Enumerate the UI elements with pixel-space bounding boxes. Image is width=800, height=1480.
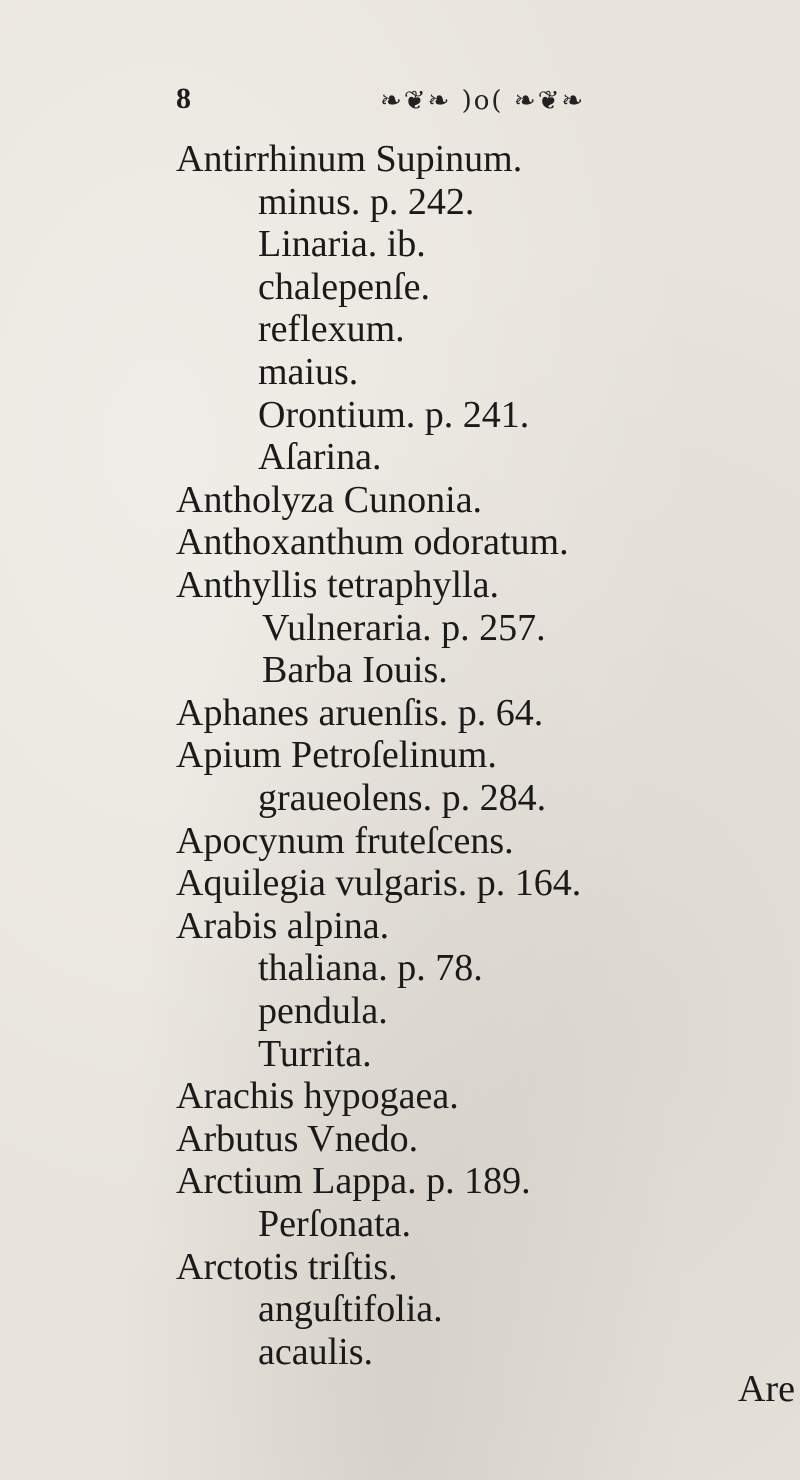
genus-entry: Arctotis triſtis. (176, 1245, 398, 1288)
species-entry: Perſonata. (258, 1203, 412, 1245)
genus-entry: Anthoxanthum odoratum. (176, 521, 569, 564)
genus-entry: Apium Petroſelinum. (176, 734, 497, 777)
genus-entry: Arachis hypogaea. (176, 1075, 459, 1118)
genus-entry: Apocynum fruteſcens. (176, 819, 514, 862)
species-entry: thaliana. p. 78. (258, 947, 483, 990)
genus-entry: Antholyza Cunonia. (176, 478, 483, 521)
species-entry: Barba Iouis. (262, 649, 448, 692)
genus-entry: Arabis alpina. (176, 904, 390, 947)
genus-entry: Aphanes aruenſis. p. 64. (176, 691, 544, 734)
species-entry: pendula. (258, 990, 388, 1032)
species-entry: Aſarina. (258, 436, 382, 479)
catchword: Are (738, 1368, 795, 1410)
page-number: 8 (176, 82, 191, 115)
page-header (0, 82, 800, 122)
species-entry: maius. (258, 351, 359, 393)
genus-entry: Arbutus Vnedo. (176, 1117, 419, 1160)
species-entry: graueolens. p. 284. (258, 777, 547, 819)
genus-entry: Antirrhinum Supinum. (176, 138, 523, 180)
species-entry: minus. p. 242. (258, 180, 475, 223)
species-entry: reflexum. (258, 308, 405, 351)
species-entry: Turrita. (258, 1032, 372, 1075)
genus-entry: Anthyllis tetraphylla. (176, 564, 499, 606)
species-entry: Orontium. p. 241. (258, 393, 530, 436)
species-entry: Linaria. ib. (258, 223, 426, 266)
species-entry: anguſtifolia. (258, 1288, 443, 1331)
species-entry: acaulis. (258, 1330, 374, 1373)
header-ornament: ❧❦❧ )o( ❧❦❧ (380, 86, 586, 116)
species-entry: Vulneraria. p. 257. (262, 606, 546, 649)
genus-entry: Aquilegia vulgaris. p. 164. (176, 862, 582, 905)
genus-entry: Arctium Lappa. p. 189. (176, 1160, 531, 1203)
species-entry: chalepenſe. (258, 265, 430, 308)
